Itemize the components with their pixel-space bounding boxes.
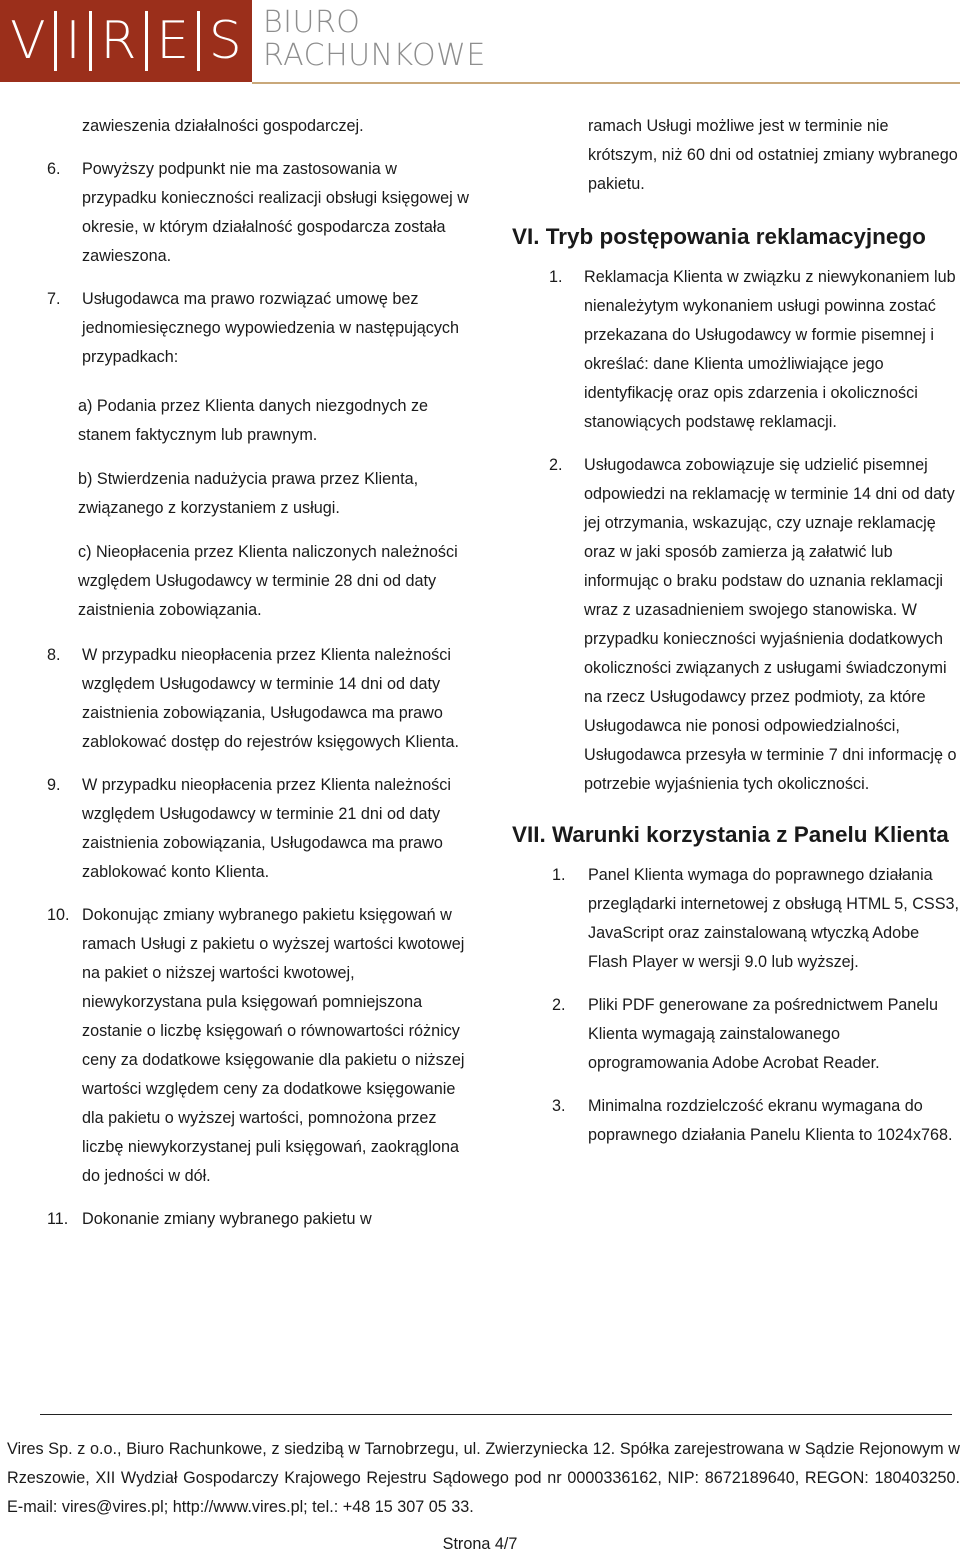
- list-number: 6.: [47, 160, 61, 178]
- list-text: W przypadku nieopłacenia przez Klienta należności względem Usługodawcy w terminie 14 dni od daty zaistnienia zobowiązania, Usługodawca ma prawo zablokować dostęp do rejestrów księgowych Klienta.: [82, 646, 460, 751]
- list-item: [47, 155, 472, 271]
- list-number: 8.: [47, 646, 61, 664]
- list-item: [47, 285, 472, 372]
- list-text: Reklamacja Klienta w związku z niewykonaniem lub nienależytym wykonaniem usługi powinna zostać przekazana do Usługodawcy w formie pisemnej i określać: dane Klienta umożliwiające jego identyfikację oraz opis zdarzenia i okoliczności stanowiących podstawę reklamacji.: [584, 268, 956, 431]
- list-text: Usługodawca zobowiązuje się udzielić pisemnej odpowiedzi na reklamację w terminie 14 dni od daty jej otrzymania, wskazując, czy uznaje reklamację oraz w jaki sposób zamierza ją załatwić lub informując o braku podstaw do uznania reklamacji wraz z uzasadnieniem swojego stanowiska. W przypadku konieczności wyjaśnienia dodatkowych okoliczności związanych z usługami świadczonymi na rzecz Usługodawcy przez podmioty, za które Usługodawca nie ponosi odpowiedzialności, Usługodawca przesyła w terminie 7 dni informację o potrzebie wyjaśnienia tych okoliczności.: [584, 456, 957, 793]
- sub-item: c) Nieopłacenia przez Klienta naliczonych należności względem Usługodawcy w terminie 28 dni od daty zaistnienia zobowiązania.: [78, 543, 458, 619]
- list-text: Pliki PDF generowane za pośrednictwem Panelu Klienta wymagają zainstalowanego oprogramowania Adobe Acrobat Reader.: [588, 996, 939, 1072]
- logo-letter-v: V: [10, 11, 46, 71]
- sub-item: a) Podania przez Klienta danych niezgodnych ze stanem faktycznym lub prawnym.: [78, 397, 429, 444]
- section-heading-vi: VI. Tryb postępowania reklamacyjnego: [512, 224, 926, 249]
- logo-letter-e: E: [156, 11, 190, 71]
- list-number: 1.: [549, 268, 563, 286]
- list-number: 11.: [47, 1210, 69, 1228]
- continued-paragraph: zawieszenia działalności gospodarczej.: [82, 117, 364, 135]
- list-text: Dokonanie zmiany wybranego pakietu w: [82, 1210, 372, 1228]
- logo-line-biuro: BIURO: [263, 5, 361, 40]
- logo-wordmark: [263, 6, 486, 72]
- list-item: [47, 901, 472, 1191]
- list-number: 3.: [552, 1097, 566, 1115]
- list-text: Powyższy podpunkt nie ma zastosowania w przypadku konieczności realizacji obsługi księgowej w okresie, w którym działalność gospodarcza została zawieszona.: [82, 160, 469, 265]
- list-item: [47, 1205, 472, 1234]
- list-item: [512, 451, 960, 799]
- vires-logo: [0, 0, 252, 82]
- list-number: 1.: [552, 866, 566, 884]
- list-text: Usługodawca ma prawo rozwiązać umowę bez jednomiesięcznego wypowiedzenia w następujących przypadkach:: [82, 290, 460, 366]
- page-header: [0, 0, 960, 86]
- sub-item: b) Stwierdzenia nadużycia prawa przez Klienta, związanego z korzystaniem z usługi.: [78, 470, 419, 517]
- logo-letter-i: I: [65, 11, 81, 71]
- header-divider: [252, 82, 960, 84]
- logo-letter-r: R: [100, 11, 137, 71]
- list-item: [512, 263, 960, 437]
- continued-paragraph: ramach Usługi możliwe jest w terminie nie krótszym, niż 60 dni od ostatniej zmiany wybranego pakietu.: [588, 117, 958, 193]
- list-text: Minimalna rozdzielczość ekranu wymagana do poprawnego działania Panelu Klienta to 1024x768.: [588, 1097, 953, 1144]
- list-item: [47, 771, 472, 887]
- logo-letter-s: S: [208, 11, 242, 71]
- page-number: Strona 4/7: [442, 1535, 518, 1553]
- footer-company-info: Vires Sp. z o.o., Biuro Rachunkowe, z siedzibą w Tarnobrzegu, ul. Zwierzyniecka 12. Spółka zarejestrowana w Sądzie Rejonowym w Rzeszowie, XII Wydział Gospodarczy Krajowego Rejestru Sądowego pod nr 0000336162, NIP: 8672189640, REGON: 180403250. E-mail: vires@vires.pl; http://www.vires.pl; tel.: +48 15 307 05 33.: [7, 1440, 960, 1516]
- left-column: [47, 112, 472, 1248]
- list-item: [512, 861, 960, 977]
- list-item: [47, 641, 472, 757]
- right-column: [512, 112, 960, 1164]
- logo-line-rachunkowe: RACHUNKOWE: [263, 38, 486, 73]
- section-heading-vii: VII. Warunki korzystania z Panelu Klienta: [512, 822, 949, 847]
- list-number: 2.: [549, 456, 563, 474]
- list-text: Dokonując zmiany wybranego pakietu księgowań w ramach Usługi z pakietu o wyższej wartości kwotowej na pakiet o niższej wartości kwotowej, niewykorzystana pula księgowań pomniejszona zostanie o liczbę księgowań o równowartości różnicy ceny za dodatkowe księgowanie dla pakietu o niższej wartości względem ceny za dodatkowe księgowanie dla pakietu o wyższej wartości, pomnożona przez liczbę niewykorzystanej puli księgowań, zaokrąglona do jedności w dół.: [82, 906, 465, 1185]
- list-item: [512, 991, 960, 1078]
- footer-divider: [40, 1414, 952, 1415]
- list-number: 7.: [47, 290, 61, 308]
- list-number: 2.: [552, 996, 566, 1014]
- list-text: Panel Klienta wymaga do poprawnego działania przeglądarki internetowej z obsługą HTML 5, CSS3, JavaScript oraz zainstalowaną wtyczką Adobe Flash Player w wersji 9.0 lub wyższej.: [588, 866, 959, 971]
- list-number: 10.: [47, 906, 70, 924]
- list-number: 9.: [47, 776, 61, 794]
- list-text: W przypadku nieopłacenia przez Klienta należności względem Usługodawcy w terminie 21 dni od daty zaistnienia zobowiązania, Usługodawca ma prawo zablokować konto Klienta.: [82, 776, 451, 881]
- list-item: [512, 1092, 960, 1150]
